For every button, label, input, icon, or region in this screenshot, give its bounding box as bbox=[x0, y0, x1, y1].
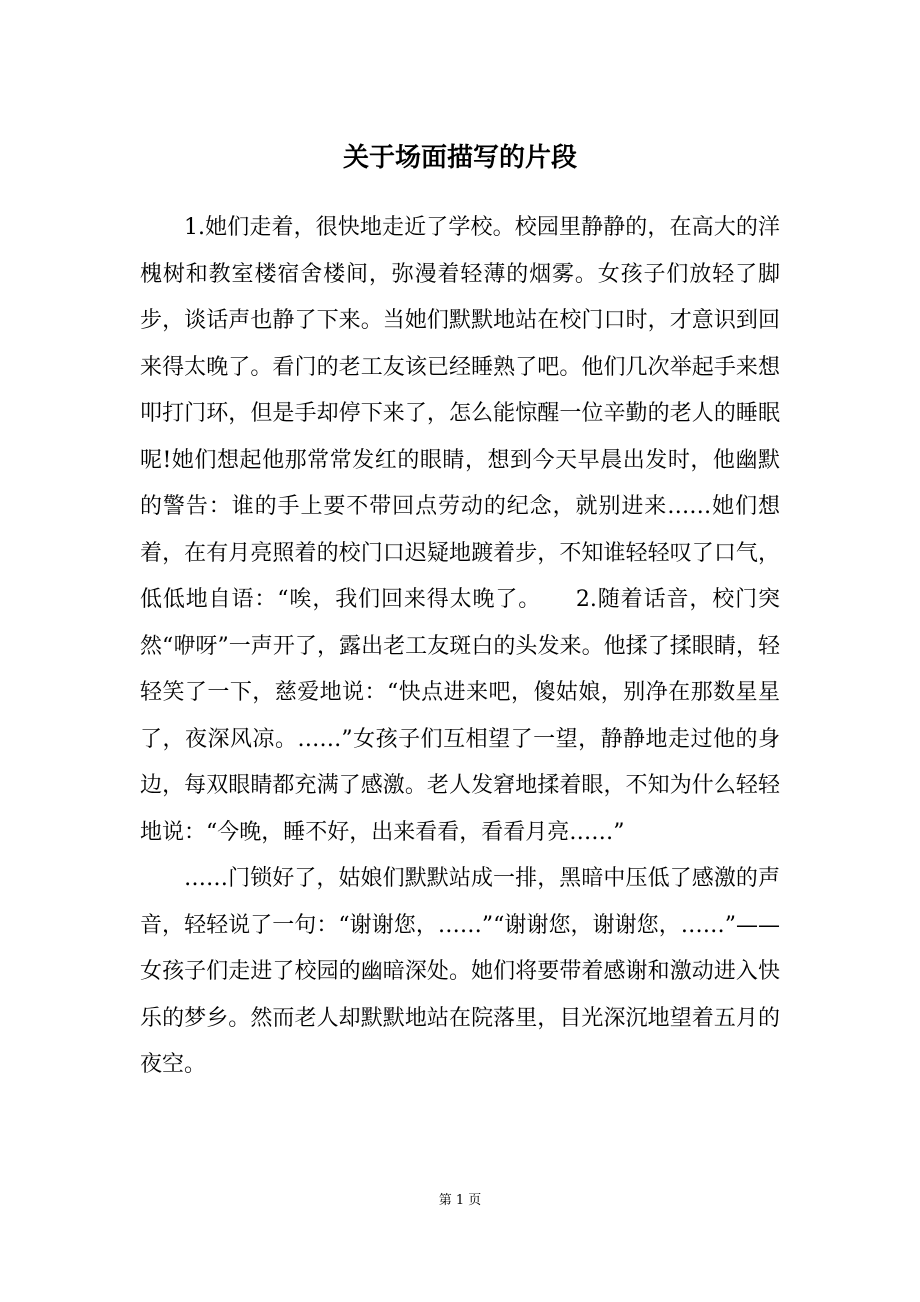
page-number: 第 1 页 bbox=[438, 1193, 482, 1208]
paragraph-1: 1.她们走着，很快地走近了学校。校园里静静的，在高大的洋槐树和教室楼宿舍楼间，弥漫着轻薄的烟雾。女孩子们放轻了脚步，谈话声也静了下来。当她们默默地站在校门口时，才意识到回来得太晚了。看门的老工友该已经睡熟了吧。他们几次举起手来想叩打门环，但是手却停下来了，怎么能惊醒一位辛勤的老人的睡眠呢!她们想起他那常常发红的眼睛，想到今天早晨出发时，他幽默的警告：谁的手上要不带回点劳动的纪念，就别进来……她们想着，在有月亮照着的校门口迟疑地踱着步，不知谁轻轻叹了口气，低低地自语：“唉，我们回来得太晚了。 2.随着话音，校门突然“咿呀”一声开了，露出老工友斑白的头发来。他揉了揉眼睛，轻轻笑了一下，慈爱地说：“快点进来吧，傻姑娘，别净在那数星星了，夜深风凉。……”女孩子们互相望了一望，静静地走过他的身边，每双眼睛都充满了感激。老人发窘地揉着眼，不知为什么轻轻地说：“今晚，睡不好，出来看看，看看月亮……” bbox=[140, 215, 780, 845]
document-title: 关于场面描写的片段 bbox=[342, 143, 577, 173]
paragraph-2: ……门锁好了，姑娘们默默站成一排，黑暗中压低了感激的声音，轻轻说了一句：“谢谢您，……”“谢谢您，谢谢您，……”——女孩子们走进了校园的幽暗深处。她们将要带着感谢和激动进入快乐的梦乡。然而老人却默默地站在院落里，目光深沉地望着五月的夜空。 bbox=[140, 866, 780, 1077]
document-body bbox=[140, 205, 780, 1089]
